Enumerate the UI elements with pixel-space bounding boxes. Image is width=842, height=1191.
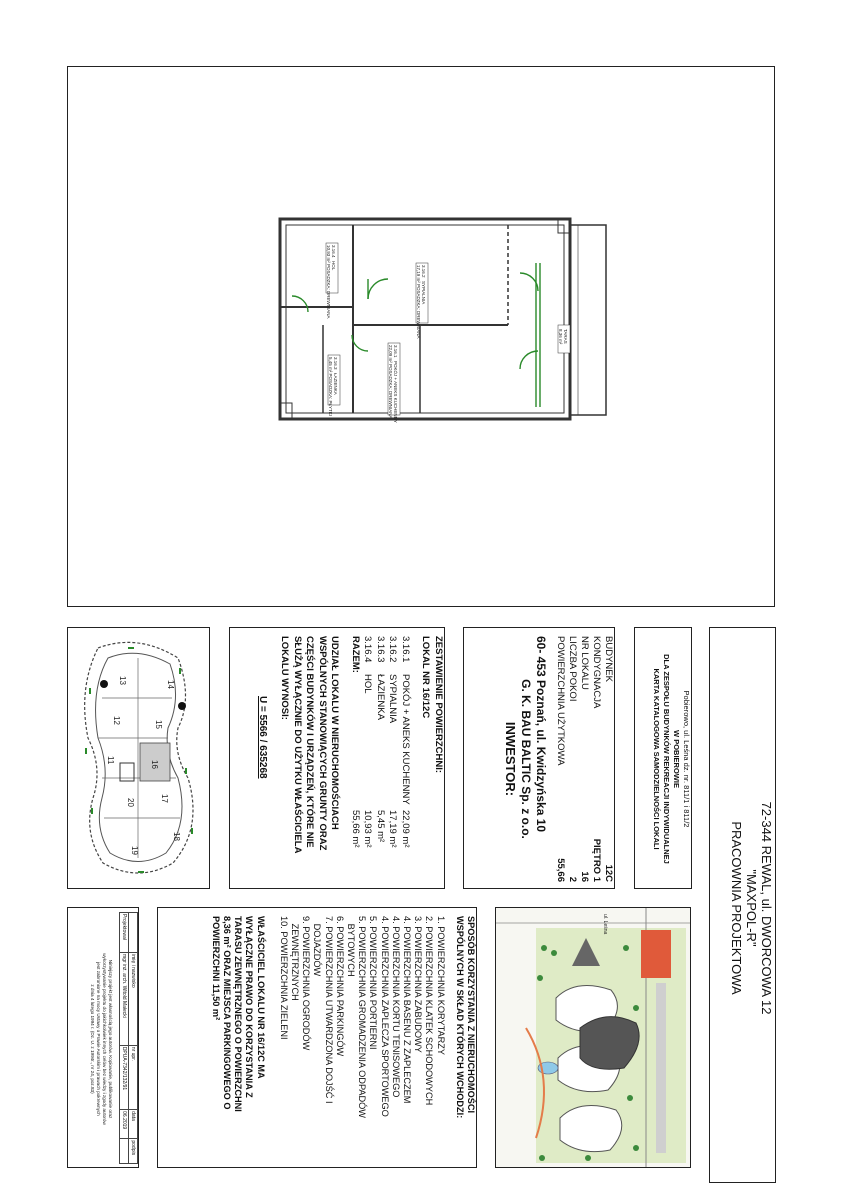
- usage-item: 5. POWIERZCHNIA GROMADZENIA ODPADÓW: [357, 916, 368, 1118]
- site-plan: [496, 908, 690, 1167]
- summary-name: ŁAZIENKA: [375, 674, 386, 720]
- summary-title: ZESTAWIENIE POWIERZCHNI:: [433, 636, 444, 774]
- company-name-quoted: "MAXPOL-R": [744, 869, 759, 947]
- summary-rows: [361, 636, 411, 882]
- usage-item: 4. POWIERZCHNIA ZAPLECZA SPORTOWEGO: [379, 916, 390, 1117]
- usage-title-2: WSPÓLNYCH W SKŁAD KTÓRYCH WCHODZI:: [454, 916, 465, 1119]
- key-number-13: 13: [118, 676, 127, 685]
- investor-address: 60- 453 Poznań, ul. Kwidzyńska 10: [534, 636, 548, 833]
- summary-name: POKÓJ + ANEKS KUCHENNY: [400, 674, 411, 805]
- copyright-line: jest zabronione na mocy Ustawy o Prawie Autorskim i prawach pokrewnych: [96, 962, 101, 1116]
- plan-room-4-name: HOL: [331, 261, 336, 271]
- owner-line: POWIERZCHNI 11,50 m²: [210, 916, 221, 1021]
- summary-no: 3.16.2: [387, 636, 399, 663]
- key-number-14: 14: [166, 680, 175, 689]
- stamp-permit: DPUA-7342/132/91: [120, 1045, 129, 1109]
- summary-area: 10,93 m²: [362, 810, 374, 848]
- key-number-12: 12: [112, 716, 121, 725]
- summary-name: HOL: [362, 674, 374, 694]
- share-line: SŁUŻĄ WYŁĄCZNIE DO UŻYTKU WŁAŚCICIELA: [292, 636, 303, 854]
- usage-title-1: SPOSÓB KORZYSTANIA Z NIERUCHOMOŚCI: [466, 916, 476, 1114]
- card-title-frame: [634, 627, 692, 889]
- site-street-label: ul. Leśna: [602, 914, 608, 935]
- plan-terrace-name: TARAS: [563, 329, 568, 344]
- company-address: 72-344 REWAL, ul. DWORCOWA 12: [759, 801, 774, 1015]
- copyright-line: z dnia 4 lutego 1994 r. (Dz. U. z 1994r., nr 24, poz.83): [90, 984, 95, 1094]
- copyright-note: [89, 912, 113, 1166]
- stamp-table: [119, 912, 138, 1164]
- unit-info-label: POWIERZCHNIA UŻYTKOWA: [555, 636, 566, 766]
- company-frame: [709, 627, 776, 1183]
- plan-terrace-area: 8,36 m²: [558, 329, 563, 345]
- usage-frame: [157, 907, 477, 1168]
- usage-item: 6. POWIERZCHNIA PARKINGÓW: [334, 916, 345, 1057]
- usage-item: 3. POWIERZCHNIA ZABUDOWY: [413, 916, 424, 1053]
- copyright-line: wykorzystywanie projektu do jakichkolwiek innych celów bez wiedzy i zgody autorów: [102, 953, 107, 1125]
- key-plan: [68, 628, 209, 888]
- unit-info-label: BUDYNEK: [603, 636, 614, 682]
- unit-info-row: [578, 636, 590, 882]
- card-address: Pobierowo, ul. Leśna dz. nr. 811/1 i 811/2: [682, 690, 691, 828]
- usage-item: 9. POWIERZCHNIA OGRODÓW: [301, 916, 312, 1051]
- owner-rights: [210, 916, 266, 1166]
- investor-frame: [463, 627, 615, 889]
- share-line: CZĘŚCI BUDYNKÓW I URZĄDZEŃ, KTÓRE NIE: [304, 636, 316, 848]
- unit-info-label: NR LOKALU: [579, 636, 590, 690]
- usage-item: 1. POWIERZCHNIA KORYTARZY: [435, 916, 446, 1056]
- stamp-date-head: data: [129, 1110, 138, 1139]
- site-plan-frame: [495, 907, 691, 1168]
- summary-row: [386, 636, 399, 882]
- unit-info-value: 2: [567, 876, 578, 882]
- company-name: PRACOWNIA PROJEKTOWA: [729, 821, 744, 995]
- summary-no: 3.16.4: [362, 636, 374, 663]
- unit-info-value: PIĘTRO 1: [591, 838, 602, 882]
- owner-line: WŁAŚCICIEL LOKALU NR 16/12C MA: [255, 916, 266, 1079]
- unit-info-label: LICZBA POKOI: [567, 636, 578, 702]
- key-number-20: 20: [126, 798, 135, 807]
- unit-info-value: 12C: [603, 864, 614, 882]
- usage-item: DOJAZDÓW: [312, 916, 323, 977]
- stamp-designer-label: Projektował: [120, 913, 129, 953]
- floor-plan: [68, 67, 774, 606]
- key-number-16: 16: [150, 760, 159, 769]
- summary-row: [374, 636, 387, 882]
- summary-unit: LOKAL NR 16/12C: [420, 636, 432, 719]
- unit-info-label: KONDYGNACJA: [591, 636, 602, 709]
- investor-label: INWESTOR:: [503, 721, 518, 797]
- key-plan-frame: [67, 627, 210, 889]
- usage-item: 2. POWIERZCHNIA KLATEK SCHODOWYCH: [424, 916, 435, 1106]
- unit-info-row: [554, 636, 566, 882]
- usage-item: 7. POWIERZCHNIA UTWARDZONA DOJŚĆ I: [323, 916, 334, 1104]
- stamp-frame: [67, 907, 139, 1168]
- plan-room-4-area: 10,93 m² POSADZKA: DREWNIANA: [326, 245, 331, 319]
- usage-items: [278, 916, 446, 1166]
- unit-info-row: [566, 636, 578, 882]
- stamp-permit-head: nr upr.: [129, 1045, 138, 1109]
- plan-room-4-id: 3.16.4: [331, 245, 336, 258]
- card-title-2: DLA ZESPOŁU BUDYNKÓW REKREACJI INDYWIDUALNEJ: [662, 654, 671, 864]
- plan-room-3-area: 5,45 m² POSADZKA: PŁYTKI: [328, 357, 333, 417]
- usage-item: 4. POWIERZCHNIA BASENU Z ZAPLECZEM: [401, 916, 412, 1104]
- stamp-date: 06.2019: [120, 1110, 129, 1139]
- summary-total-label: RAZEM:: [350, 636, 361, 673]
- card-title-1: KARTA KATALOGOWA SAMODZIELNOŚCI LOKALI: [652, 668, 661, 850]
- stamp-sign-head: podpis: [129, 1139, 138, 1164]
- summary-row: [361, 636, 374, 882]
- key-number-11: 11: [106, 756, 115, 765]
- owner-line: WYŁĄCZNE PRAWO DO KORZYSTANIA Z: [244, 916, 255, 1098]
- unit-info-value: 16: [579, 871, 590, 882]
- summary-area: 5,45 m²: [375, 810, 386, 843]
- key-number-15: 15: [154, 720, 163, 729]
- plan-room-1-name: POKÓJ + ANEKS KUCHENNY: [393, 361, 398, 423]
- unit-info-row: [590, 636, 602, 882]
- unit-info-row: [602, 636, 614, 882]
- stamp-role-head: imię i nazwisko: [129, 953, 138, 1046]
- usage-item: ZEWNĘTRZNYCH: [289, 916, 300, 1001]
- plan-room-3-id: 3.16.3: [333, 357, 338, 370]
- card-title-3: W POBIEROWIE: [672, 730, 681, 788]
- owner-line: 8,36 m² ORAZ MIEJSCA PARKINGOWEGO O: [221, 916, 232, 1110]
- share-line: WSPÓLNYCH STANOWIĄCYCH GRUNTY ORAZ: [317, 636, 328, 851]
- plan-room-2-area: 17,19 m² POSADZKA: DREWNIANA: [416, 265, 421, 339]
- key-number-19: 19: [130, 846, 139, 855]
- summary-row: [399, 636, 412, 882]
- summary-total: 55,66 m²: [350, 810, 361, 848]
- unit-info-value: 55,66: [555, 858, 566, 882]
- summary-name: SYPIALNIA: [387, 674, 399, 724]
- usage-item: 4. POWIERZCHNIA KORTU TENISOWEGO: [390, 916, 401, 1098]
- area-summary-frame: [229, 627, 445, 889]
- share-line: LOKALU WYNOSI:: [279, 636, 291, 720]
- usage-item: 5. POWIERZCHNIA PORTIERNI: [368, 916, 379, 1050]
- usage-item: 10. POWIERZCHNIA ZIELENI: [278, 916, 289, 1040]
- plan-room-1-id: 3.16.1: [393, 345, 398, 358]
- share-line: UDZIAŁ LOKALU W NIERUCHOMOŚCIACH: [329, 636, 341, 830]
- plan-room-3-name: ŁAZIENKA: [333, 373, 338, 395]
- owner-line: TARASU ZEWNĘTRZNEGO O POWIERZCHNI: [233, 916, 244, 1112]
- share-text: [278, 636, 341, 882]
- plan-room-2-name: SYPIALNIA: [421, 281, 426, 305]
- key-number-18: 18: [172, 832, 181, 841]
- unit-info: [554, 636, 614, 882]
- investor-name: G. K. BAU BALTIC Sp. z o.o.: [519, 679, 533, 839]
- floor-plan-frame: [67, 66, 775, 607]
- plan-room-1-area: 22,09 m² POSADZKA: DREWNIANA: [388, 345, 393, 419]
- plan-room-2-id: 3.16.2: [421, 265, 426, 278]
- summary-area: 17,19 m²: [387, 810, 399, 848]
- copyright-line: Niniejszy projekt jest własnością jego autorów. Kopiowanie, publikowanie oraz: [108, 959, 113, 1119]
- key-number-17: 17: [160, 794, 169, 803]
- summary-area: 22,09 m²: [400, 810, 411, 848]
- stamp-designer: mgr inż. arch. Witold Małecki: [120, 953, 129, 1046]
- summary-no: 3.16.1: [400, 636, 411, 663]
- usage-item: BYTOWYCH: [345, 916, 356, 977]
- share-value: U = 5566 / 635268: [257, 696, 268, 779]
- summary-no: 3.16.3: [375, 636, 386, 663]
